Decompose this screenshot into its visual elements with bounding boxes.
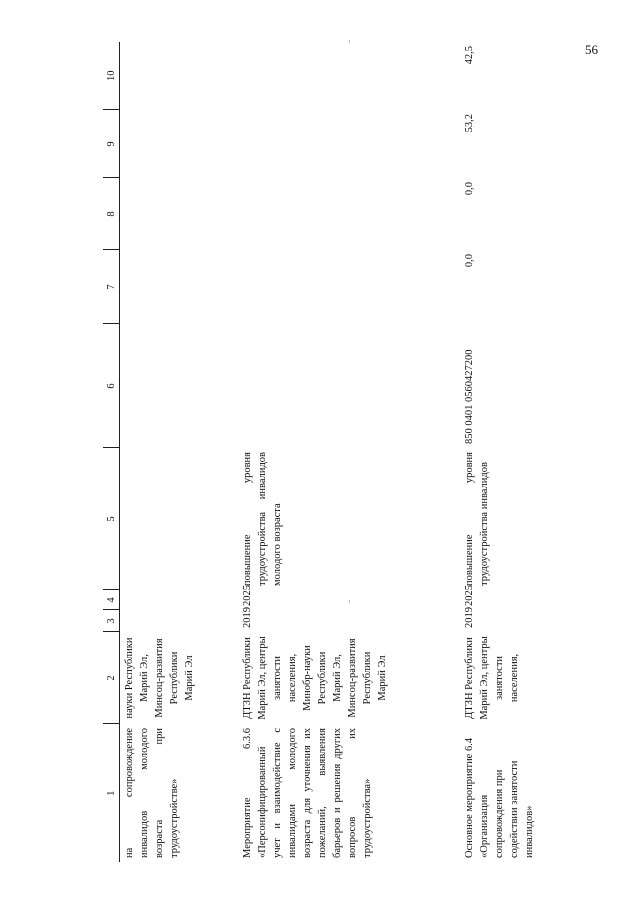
activity-name: Основное мероприятие 6.4 «Организация сопровождения при содействии занятости инвалидов» <box>463 737 535 858</box>
budget-code <box>238 324 460 448</box>
table-row <box>238 42 460 862</box>
column-header-4: 4 <box>103 590 120 610</box>
end-year: 2025 <box>463 585 475 606</box>
responsible-executor: науки Республики Марий Эл, Минсоц-развития Республики Марий Эл <box>124 637 195 719</box>
table-row <box>460 42 610 862</box>
expected-result: повышение уровня трудоустройства инвалидов молодого возраста <box>241 452 283 586</box>
value-col-9: 53,2 <box>463 114 475 133</box>
rotated-table-region <box>103 42 618 862</box>
budget-code <box>120 324 238 448</box>
activity-name: Мероприятие 6.3.6 «Персонифицированный учет и взаимодействие с инвалидами молодого возраста для уточнения их пожеланий, выявления барьеров и решения других вопросов их трудоустройства» <box>241 728 373 858</box>
expected-result <box>120 448 238 590</box>
value-col-8 <box>120 178 238 250</box>
responsible-executor: ДТЗН Республики Марий Эл, центры занятости населения, <box>463 636 520 720</box>
column-header-1: 1 <box>103 724 120 862</box>
column-header-6: 6 <box>103 324 120 448</box>
responsible-executor: ДТЗН Республики Марий Эл, центры занятости населения, Минобр-науки Республики Марий Эл, Минсоц-развития Республики Марий Эл <box>241 636 388 720</box>
program-activities-table <box>103 42 610 862</box>
column-header-8: 8 <box>103 178 120 250</box>
column-number-row <box>103 42 120 862</box>
page-number: 56 <box>585 42 598 57</box>
value-col-8: 0,0 <box>463 182 475 196</box>
value-col-10: 42,5 <box>463 46 475 65</box>
budget-code: 850 0401 0560427200 <box>463 349 475 444</box>
start-year: 2019 <box>241 607 253 628</box>
start-year: 2019 <box>463 607 475 628</box>
column-header-10: 10 <box>103 42 120 110</box>
value-col-9 <box>120 110 238 178</box>
end-year <box>120 590 238 610</box>
column-header-5: 5 <box>103 448 120 590</box>
value-col-8 <box>238 178 460 250</box>
value-col-10 <box>120 42 238 110</box>
value-col-7: 0,0 <box>463 254 475 268</box>
activity-name: на сопровождение инвалидов молодого возраста при трудоустройстве» <box>124 728 180 858</box>
start-year <box>120 610 238 632</box>
column-header-9: 9 <box>103 110 120 178</box>
column-header-2: 2 <box>103 632 120 724</box>
table-row <box>120 42 238 862</box>
column-header-3: 3 <box>103 610 120 632</box>
expected-result: повышение уровня трудоустройства инвалидов <box>463 452 490 586</box>
value-col-7 <box>120 250 238 324</box>
value-col-7 <box>238 250 460 324</box>
column-header-7: 7 <box>103 250 120 324</box>
value-col-10 <box>238 42 460 110</box>
value-col-9 <box>238 110 460 178</box>
end-year: 2025 <box>241 585 253 606</box>
